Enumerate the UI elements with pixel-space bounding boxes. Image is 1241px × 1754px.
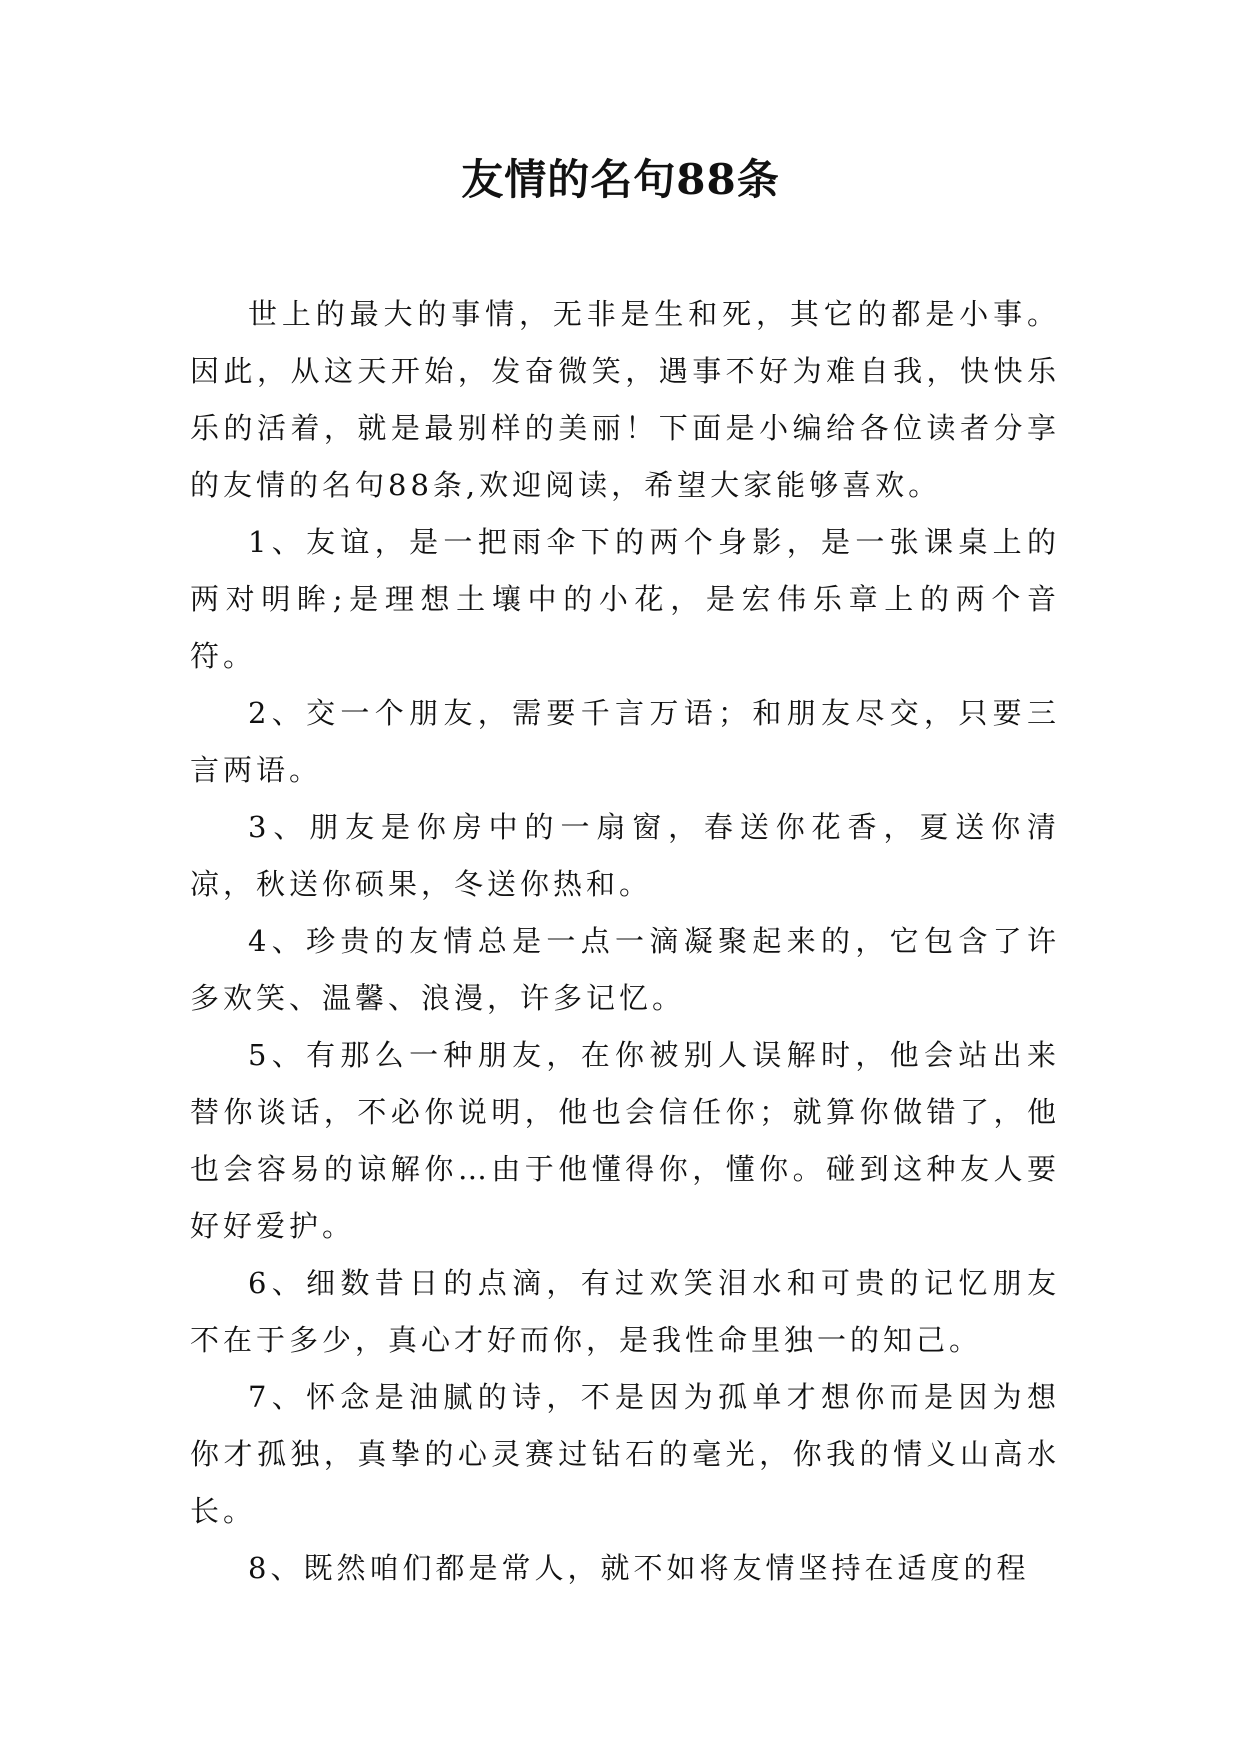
document-title: 友情的名句88条	[461, 155, 780, 204]
paragraph-item-8: 8、既然咱们都是常人，就不如将友情坚持在适度的程	[248, 1551, 1030, 1585]
paragraph-item-1: 1、友谊，是一把雨伞下的两个身影，是一张课桌上的两对明眸;是理想土壤中的小花，是宏伟乐章上的两个音符。	[190, 525, 1060, 673]
paragraph-item-5: 5、有那么一种朋友，在你被别人误解时，他会站出来替你谈话，不必你说明，他也会信任你；就算你做错了，他也会容易的谅解你…由于他懂得你，懂你。碰到这种友人要好好爱护。	[190, 1038, 1060, 1243]
paragraph-item-7: 7、怀念是油腻的诗，不是因为孤单才想你而是因为想你才孤独，真挚的心灵赛过钻石的毫光，你我的情义山高水长。	[190, 1380, 1060, 1528]
document-body	[190, 286, 1060, 1597]
paragraph-item-2: 2、交一个朋友，需要千言万语；和朋友尽交，只要三言两语。	[190, 696, 1060, 787]
paragraph-item-4: 4、珍贵的友情总是一点一滴凝聚起来的，它包含了许多欢笑、温馨、浪漫，许多记忆。	[190, 924, 1060, 1015]
paragraph-item-3: 3、朋友是你房中的一扇窗，春送你花香，夏送你清凉，秋送你硕果，冬送你热和。	[190, 810, 1060, 901]
paragraph-intro: 世上的最大的事情，无非是生和死，其它的都是小事。因此，从这天开始，发奋微笑，遇事不好为难自我，快快乐乐的活着，就是最别样的美丽！下面是小编给各位读者分享的友情的名句88条,欢迎阅读，希望大家能够喜欢。	[190, 297, 1060, 502]
paragraph-item-6: 6、细数昔日的点滴，有过欢笑泪水和可贵的记忆朋友不在于多少，真心才好而你，是我性命里独一的知己。	[190, 1266, 1060, 1357]
